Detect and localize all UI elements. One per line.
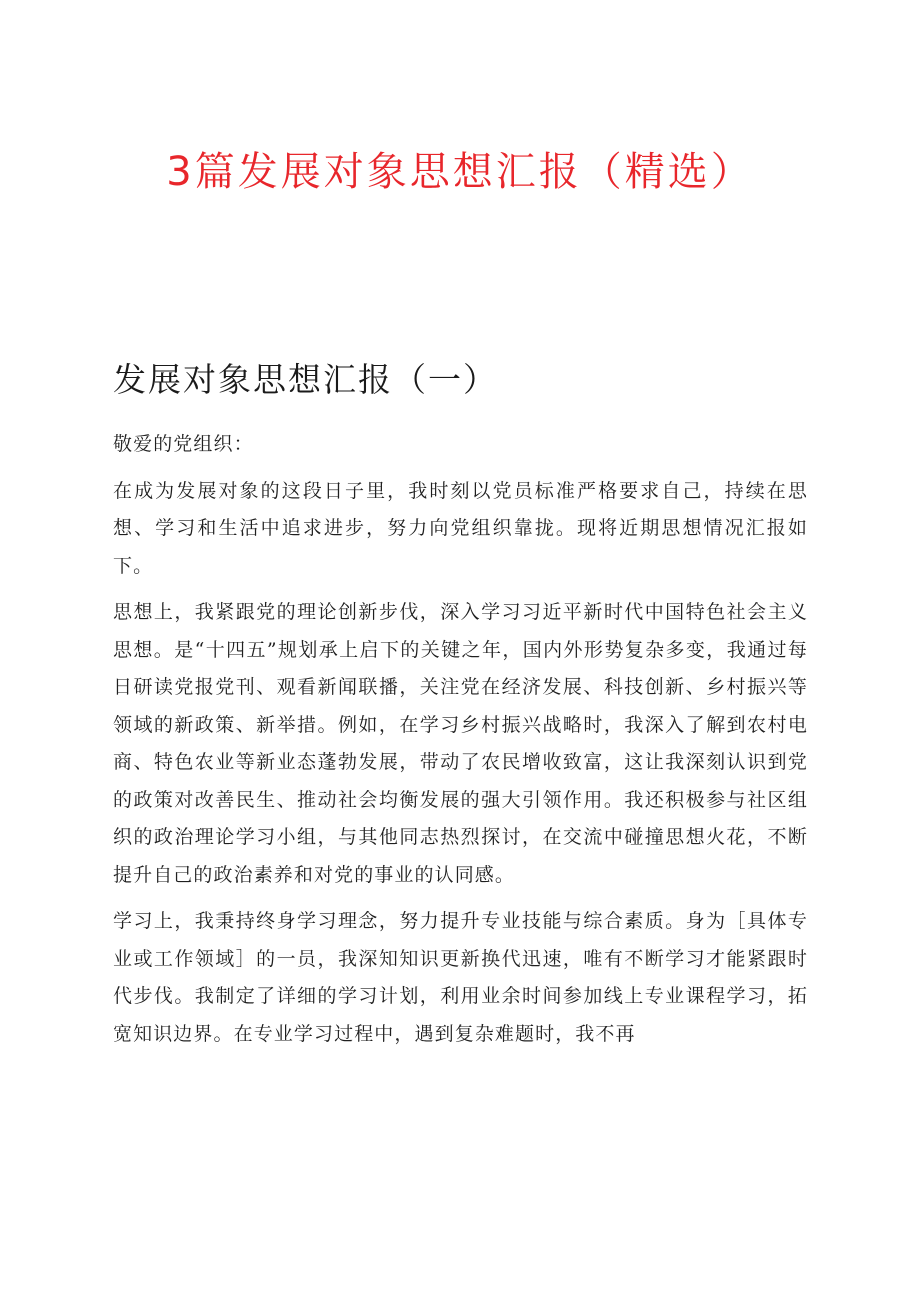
paragraph-intro: 在成为发展对象的这段日子里，我时刻以党员标准严格要求自己，持续在思想、学习和生活中追求进步，努力向党组织靠拢。现将近期思想情况汇报如下。 (113, 479, 808, 577)
paragraph-study: 学习上，我秉持终身学习理念，努力提升专业技能与综合素质。身为［具体专业或工作领域］的一员，我深知知识更新换代迅速，唯有不断学习才能紧跟时代步伐。我制定了详细的学习计划，利用业余时间参加线上专业课程学习，拓宽知识边界。在专业学习过程中，遇到复杂难题时，我不再 (113, 910, 808, 1045)
document-body (113, 426, 808, 1062)
salutation: 敬爱的党组织： (113, 433, 254, 455)
paragraph-thought: 思想上，我紧跟党的理论创新步伐，深入学习习近平新时代中国特色社会主义思想。是“十四五”规划承上启下的关键之年，国内外形势复杂多变，我通过每日研读党报党刊、观看新闻联播，关注党在经济发展、科技创新、乡村振兴等领域的新政策、新举措。例如，在学习乡村振兴战略时，我深入了解到农村电商、特色农业等新业态蓬勃发展，带动了农民增收致富，这让我深刻认识到党的政策对改善民生、推动社会均衡发展的强大引领作用。我还积极参与社区组织的政治理论学习小组，与其他同志热烈探讨，在交流中碰撞思想火花，不断提升自己的政治素养和对党的事业的认同感。 (113, 601, 808, 886)
document-title: 3篇发展对象思想汇报（精选） (166, 149, 754, 195)
section-heading: 发展对象思想汇报（一） (113, 360, 498, 399)
